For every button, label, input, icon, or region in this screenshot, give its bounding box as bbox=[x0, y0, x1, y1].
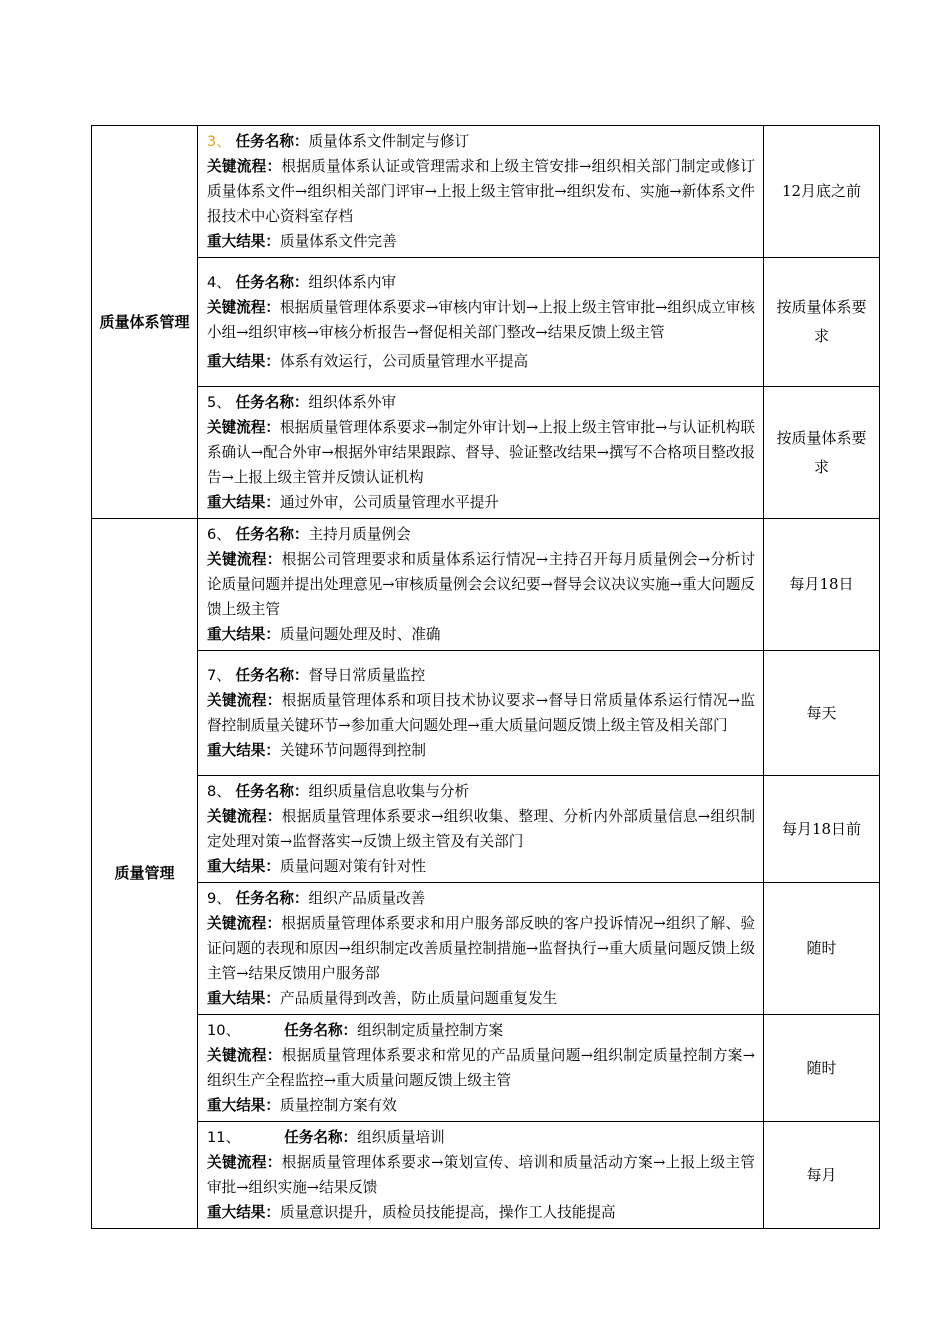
time-cell bbox=[764, 776, 880, 883]
task-number: 11、 bbox=[207, 1129, 241, 1146]
time-value: 按质量体系要求 bbox=[776, 428, 867, 476]
task-number: 3、 bbox=[207, 133, 231, 150]
major-result-label: 重大结果： bbox=[207, 990, 280, 1007]
key-process: 根据质量管理体系要求→制定外审计划→上报上级主管审批→与认证机构联系确认→配合外审→根据外审结果跟踪、督导、验证整改结果→撰写不合格项目整改报告→上报上级主管并反馈认证机构 bbox=[207, 419, 755, 486]
time-cell bbox=[764, 126, 880, 258]
key-process: 根据质量管理体系要求→组织收集、整理、分析内外部质量信息→组织制定处理对策→监督落实→反馈上级主管及有关部门 bbox=[207, 808, 755, 850]
major-result: 关键环节问题得到控制 bbox=[279, 742, 426, 759]
task-name-label: 任务名称： bbox=[284, 1129, 358, 1146]
task-name-label: 任务名称： bbox=[235, 133, 309, 150]
time-cell bbox=[764, 519, 880, 651]
time-value: 每月18日 bbox=[789, 575, 854, 593]
task-name: 组织体系内审 bbox=[308, 274, 397, 291]
task-number: 7、 bbox=[207, 667, 231, 684]
category-label: 质量体系管理 bbox=[99, 312, 190, 331]
task-row-11 bbox=[92, 1122, 880, 1229]
task-name-label: 任务名称： bbox=[235, 394, 309, 411]
task-cell bbox=[198, 651, 764, 776]
time-cell bbox=[764, 1015, 880, 1122]
task-name-label: 任务名称： bbox=[235, 526, 309, 543]
task-number: 9、 bbox=[207, 890, 231, 907]
task-row-4 bbox=[92, 258, 880, 387]
task-name: 组织产品质量改善 bbox=[308, 890, 426, 907]
responsibility-table bbox=[91, 125, 880, 1229]
task-name: 质量体系文件制定与修订 bbox=[308, 133, 470, 150]
task-row-7 bbox=[92, 651, 880, 776]
task-row-8 bbox=[92, 776, 880, 883]
time-cell bbox=[764, 651, 880, 776]
major-result: 质量问题对策有针对性 bbox=[279, 858, 426, 875]
task-name: 组织质量信息收集与分析 bbox=[308, 783, 470, 800]
major-result: 产品质量得到改善，防止质量问题重复发生 bbox=[279, 990, 558, 1007]
task-number: 4、 bbox=[207, 274, 231, 291]
key-process-label: 关键流程： bbox=[207, 299, 281, 316]
key-process-label: 关键流程： bbox=[207, 692, 282, 709]
key-process-label: 关键流程： bbox=[207, 419, 281, 436]
key-process-label: 关键流程： bbox=[207, 1154, 282, 1171]
major-result: 质量意识提升，质检员技能提高，操作工人技能提高 bbox=[279, 1204, 616, 1221]
time-cell bbox=[764, 387, 880, 519]
task-cell bbox=[198, 387, 764, 519]
task-name: 组织制定质量控制方案 bbox=[357, 1022, 504, 1039]
key-process: 根据质量管理体系要求和用户服务部反映的客户投诉情况→组织了解、验证问题的表现和原因→组织制定改善质量控制措施→监督执行→重大质量问题反馈上级主管→结果反馈用户服务部 bbox=[207, 915, 755, 982]
key-process-label: 关键流程： bbox=[207, 915, 282, 932]
task-cell bbox=[198, 1015, 764, 1122]
time-value: 每月18日前 bbox=[781, 819, 862, 838]
key-process: 根据质量管理体系和项目技术协议要求→督导日常质量体系运行情况→监督控制质量关键环节→参加重大问题处理→重大质量问题反馈上级主管及相关部门 bbox=[207, 692, 755, 734]
task-cell bbox=[198, 776, 764, 883]
task-cell bbox=[198, 1122, 764, 1229]
task-number: 6、 bbox=[207, 526, 231, 543]
key-process: 根据质量管理体系要求→审核内审计划→上报上级主管审批→组织成立审核小组→组织审核→审核分析报告→督促相关部门整改→结果反馈上级主管 bbox=[207, 299, 755, 341]
time-value: 随时 bbox=[806, 1058, 837, 1077]
key-process: 根据质量体系认证或管理需求和上级主管安排→组织相关部门制定或修订质量体系文件→组织相关部门评审→上报上级主管审批→组织发布、实施→新体系文件报技术中心资料室存档 bbox=[207, 158, 755, 225]
task-name: 组织体系外审 bbox=[308, 394, 397, 411]
task-name: 主持月质量例会 bbox=[308, 526, 411, 543]
task-row-5 bbox=[92, 387, 880, 519]
key-process-label: 关键流程： bbox=[207, 808, 282, 825]
time-value: 每月 bbox=[806, 1165, 837, 1184]
time-cell bbox=[764, 1122, 880, 1229]
key-process: 根据质量管理体系要求→策划宣传、培训和质量活动方案→上报上级主管审批→组织实施→结果反馈 bbox=[207, 1154, 755, 1196]
time-cell bbox=[764, 883, 880, 1015]
major-result-label: 重大结果： bbox=[207, 494, 280, 511]
task-cell bbox=[198, 883, 764, 1015]
major-result-label: 重大结果： bbox=[207, 626, 280, 643]
time-value: 每天 bbox=[806, 703, 837, 722]
task-row-6 bbox=[92, 519, 880, 651]
task-name-label: 任务名称： bbox=[235, 783, 309, 800]
task-number: 5、 bbox=[207, 394, 231, 411]
task-name: 组织质量培训 bbox=[357, 1129, 445, 1146]
task-name-label: 任务名称： bbox=[235, 274, 309, 291]
category-quality-management bbox=[92, 519, 198, 1229]
category-quality-system bbox=[92, 126, 198, 519]
task-row-10 bbox=[92, 1015, 880, 1122]
time-value: 12月底之前 bbox=[781, 182, 862, 200]
task-name-label: 任务名称： bbox=[235, 667, 309, 684]
major-result-label: 重大结果： bbox=[207, 233, 280, 250]
major-result-label: 重大结果： bbox=[207, 858, 280, 875]
major-result: 通过外审，公司质量管理水平提升 bbox=[279, 494, 499, 511]
task-row-9 bbox=[92, 883, 880, 1015]
major-result-label: 重大结果： bbox=[207, 1204, 280, 1221]
major-result: 质量体系文件完善 bbox=[279, 233, 397, 250]
time-cell bbox=[764, 258, 880, 387]
major-result-label: 重大结果： bbox=[207, 1097, 280, 1114]
key-process-label: 关键流程： bbox=[207, 158, 282, 175]
major-result: 质量问题处理及时、准确 bbox=[279, 626, 441, 643]
task-row-3 bbox=[92, 126, 880, 258]
task-number: 8、 bbox=[207, 783, 231, 800]
task-name-label: 任务名称： bbox=[284, 1022, 358, 1039]
task-cell bbox=[198, 519, 764, 651]
task-name: 督导日常质量监控 bbox=[308, 667, 426, 684]
major-result: 体系有效运行，公司质量管理水平提高 bbox=[279, 353, 529, 370]
task-cell bbox=[198, 126, 764, 258]
time-value: 随时 bbox=[806, 939, 837, 957]
task-name-label: 任务名称： bbox=[235, 890, 309, 907]
major-result-label: 重大结果： bbox=[207, 742, 280, 759]
time-value: 按质量体系要求 bbox=[776, 298, 867, 345]
key-process: 根据公司管理要求和质量体系运行情况→主持召开每月质量例会→分析讨论质量问题并提出处理意见→审核质量例会会议纪要→督导会议决议实施→重大问题反馈上级主管 bbox=[207, 551, 755, 618]
major-result: 质量控制方案有效 bbox=[279, 1097, 397, 1114]
task-number: 10、 bbox=[207, 1022, 241, 1039]
key-process-label: 关键流程： bbox=[207, 551, 282, 568]
major-result-label: 重大结果： bbox=[207, 353, 280, 370]
key-process: 根据质量管理体系要求和常见的产品质量问题→组织制定质量控制方案→组织生产全程监控→重大质量问题反馈上级主管 bbox=[207, 1047, 755, 1089]
key-process-label: 关键流程： bbox=[207, 1047, 282, 1064]
category-label: 质量管理 bbox=[114, 864, 175, 882]
task-cell bbox=[198, 258, 764, 387]
